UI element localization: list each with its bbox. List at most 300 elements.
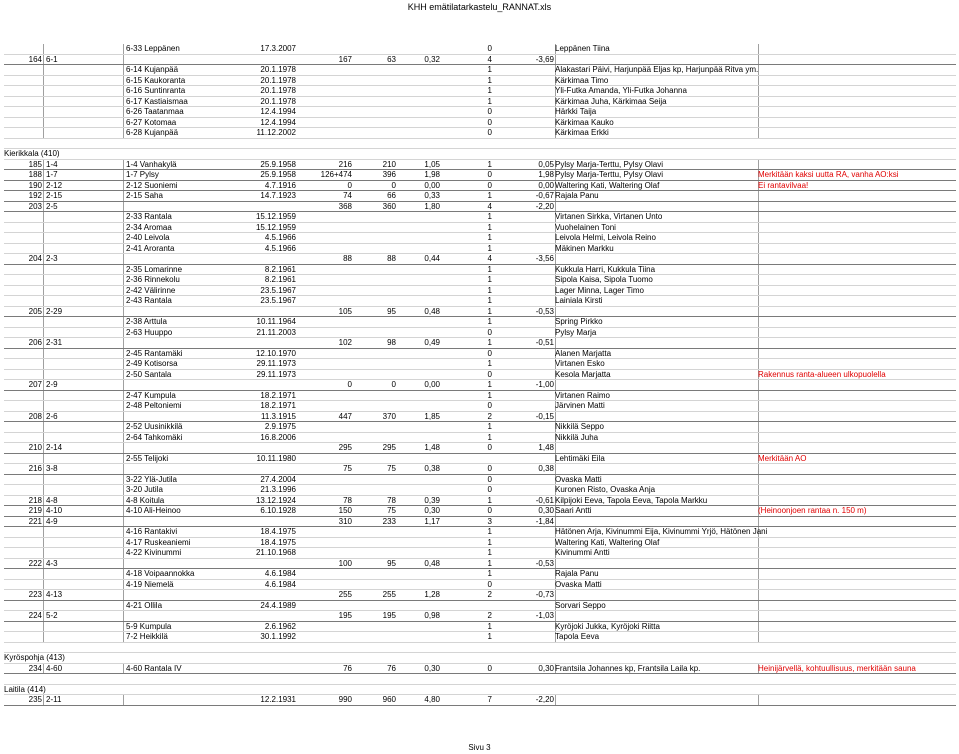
table-row	[4, 464, 956, 475]
cell-owner: Alanen Marjatta	[555, 348, 612, 358]
column-divider	[43, 349, 44, 359]
cell-b: 98	[387, 338, 396, 347]
cell-owner: Saari Antti	[555, 506, 592, 515]
cell-b: 75	[387, 464, 396, 473]
column-divider	[123, 44, 124, 54]
table-row	[4, 317, 956, 328]
column-divider	[123, 580, 124, 590]
column-divider	[758, 695, 759, 705]
column-divider	[43, 601, 44, 611]
cell-d: -3,69	[535, 54, 554, 64]
column-divider	[123, 496, 124, 506]
cell-sub: 6-27 Kotomaa	[126, 117, 177, 127]
spreadsheet-grid	[4, 44, 956, 706]
column-divider	[123, 55, 124, 65]
cell-owner: Kukkula Harri, Kukkula Tiina	[555, 264, 656, 274]
cell-code: 2-9	[46, 380, 58, 389]
column-divider	[758, 307, 759, 317]
cell-id: 216	[28, 464, 42, 473]
cell-date: 8.2.1961	[264, 275, 296, 284]
cell-sub: 4-22 Kivinummi	[126, 548, 182, 557]
column-divider	[555, 307, 556, 317]
column-divider	[43, 527, 44, 537]
column-divider	[43, 401, 44, 411]
column-divider	[758, 55, 759, 65]
cell-n: 1	[487, 338, 492, 347]
cell-owner: Kärkimaa Timo	[555, 75, 609, 85]
section-title: Kierikkala (410)	[4, 149, 60, 158]
cell-owner: Lager Minna, Lager Timo	[555, 285, 644, 295]
cell-date: 15.12.1959	[255, 212, 296, 221]
table-row	[4, 569, 956, 580]
column-divider	[43, 244, 44, 254]
cell-id: 164	[28, 54, 42, 64]
column-divider	[758, 401, 759, 411]
cell-date: 14.7.1923	[260, 191, 296, 200]
cell-owner: Kyröjoki Jukka, Kyröjoki Riitta	[555, 621, 660, 631]
cell-b: 195	[382, 611, 396, 620]
cell-n: 0	[487, 663, 492, 673]
cell-code: 2-6	[46, 411, 58, 421]
column-divider	[43, 107, 44, 117]
cell-n: 0	[487, 117, 492, 127]
column-divider	[123, 296, 124, 306]
table-row	[4, 275, 956, 286]
cell-a: 75	[343, 464, 352, 473]
cell-b: 88	[387, 254, 396, 263]
cell-code: 4-8	[46, 495, 58, 505]
section-title: Laitila (414)	[4, 684, 46, 694]
cell-sub: 2-36 Rinnekolu	[126, 275, 180, 284]
column-divider	[758, 118, 759, 128]
cell-n: 1	[487, 632, 492, 641]
column-divider	[123, 107, 124, 117]
cell-n: 1	[487, 159, 492, 169]
column-divider	[123, 664, 124, 674]
cell-sub: 2-33 Rantala	[126, 212, 172, 221]
cell-r: 0,30	[424, 663, 440, 673]
cell-code: 1-7	[46, 170, 58, 179]
section-header-row	[4, 149, 956, 160]
table-row	[4, 191, 956, 202]
cell-sub: 2-45 Rantamäki	[126, 348, 183, 358]
cell-b: 76	[387, 663, 396, 673]
cell-n: 1	[487, 548, 492, 557]
column-divider	[123, 212, 124, 222]
table-row	[4, 139, 956, 150]
cell-a: 0	[347, 380, 352, 389]
cell-a: 368	[338, 201, 352, 211]
column-divider	[123, 181, 124, 191]
cell-id: 224	[28, 611, 42, 620]
column-divider	[43, 128, 44, 138]
cell-n: 1	[487, 432, 492, 442]
cell-owner: Frantsila Johannes kp, Frantsila Laila kp.	[555, 663, 701, 673]
column-divider	[758, 286, 759, 296]
column-divider	[43, 191, 44, 201]
table-row	[4, 422, 956, 433]
cell-n: 1	[487, 296, 492, 305]
table-row	[4, 349, 956, 360]
column-divider	[43, 485, 44, 495]
column-divider	[123, 338, 124, 348]
table-row	[4, 412, 956, 423]
cell-code: 2-11	[46, 695, 62, 704]
cell-id: 218	[28, 495, 42, 505]
column-divider	[123, 485, 124, 495]
cell-n: 1	[487, 285, 492, 295]
column-divider	[758, 223, 759, 233]
section-header-row	[4, 653, 956, 664]
cell-sub: 6-26 Taatanmaa	[126, 107, 184, 116]
cell-a: 150	[338, 506, 352, 515]
cell-date: 25.9.1958	[260, 159, 296, 169]
column-divider	[758, 265, 759, 275]
cell-owner: Leppänen Tiina	[555, 44, 610, 53]
cell-r: 0,00	[424, 380, 440, 389]
column-divider	[758, 275, 759, 285]
table-row	[4, 328, 956, 339]
cell-sub: 2-12 Suoniemi	[126, 180, 178, 190]
cell-sub: 2-55 Telijoki	[126, 453, 169, 463]
column-divider	[555, 464, 556, 474]
column-divider	[555, 380, 556, 390]
cell-date: 8.2.1961	[264, 264, 296, 274]
column-divider	[758, 107, 759, 117]
cell-a: 88	[343, 254, 352, 263]
table-row	[4, 202, 956, 213]
column-divider	[123, 170, 124, 180]
column-divider	[758, 328, 759, 338]
column-divider	[758, 212, 759, 222]
cell-n: 1	[487, 527, 492, 536]
cell-b: 396	[382, 170, 396, 179]
cell-n: 0	[487, 107, 492, 116]
cell-r: 1,80	[424, 201, 440, 211]
cell-r: 0,00	[424, 180, 440, 190]
column-divider	[123, 527, 124, 537]
column-divider	[123, 254, 124, 264]
cell-r: 1,98	[424, 170, 440, 179]
cell-sub: 2-43 Rantala	[126, 296, 172, 305]
cell-d: 0,00	[538, 180, 554, 190]
cell-date: 18.2.1971	[260, 401, 296, 410]
cell-r: 0,33	[424, 191, 440, 200]
cell-sub: 2-63 Huuppo	[126, 327, 173, 337]
cell-date: 23.5.1967	[260, 296, 296, 305]
column-divider	[43, 265, 44, 275]
column-divider	[758, 160, 759, 170]
cell-owner: Kesola Marjatta	[555, 369, 611, 379]
column-divider	[758, 76, 759, 86]
cell-b: 360	[382, 201, 396, 211]
column-divider	[43, 454, 44, 464]
cell-sub: 4-17 Ruskeaniemi	[126, 537, 191, 547]
table-row	[4, 118, 956, 129]
cell-sub: 7-2 Heikkilä	[126, 632, 168, 641]
column-divider	[43, 202, 44, 212]
cell-code: 2-15	[46, 191, 63, 200]
column-divider	[758, 538, 759, 548]
column-divider	[43, 233, 44, 243]
column-divider	[43, 359, 44, 369]
column-divider	[758, 97, 759, 107]
cell-d: -2,20	[535, 695, 554, 704]
cell-n: 1	[487, 558, 492, 568]
cell-b: 75	[387, 506, 396, 515]
cell-d: 0,30	[538, 663, 554, 673]
cell-n: 0	[487, 348, 492, 358]
cell-owner: Alakastari Päivi, Harjunpää Eljas kp, Harjunpää Ritva ym.	[555, 65, 759, 74]
cell-owner: Vuohelainen Toni	[555, 222, 616, 232]
table-row	[4, 506, 956, 517]
cell-date: 29.11.1973	[256, 359, 296, 368]
cell-code: 4-10	[46, 506, 63, 515]
cell-n: 1	[487, 537, 492, 547]
cell-sub: 3-22 Ylä-Jutila	[126, 474, 177, 484]
cell-note: Merkitään kaksi uutta RA, vanha AO:ksi	[758, 170, 899, 179]
cell-sub: 1-4 Vanhakylä	[126, 159, 177, 169]
column-divider	[43, 548, 44, 558]
cell-id: 204	[28, 254, 42, 263]
column-divider	[555, 559, 556, 569]
column-divider	[123, 506, 124, 516]
table-row	[4, 485, 956, 496]
column-divider	[43, 380, 44, 390]
cell-date: 4.6.1984	[264, 569, 296, 578]
column-divider	[43, 212, 44, 222]
cell-r: 0,98	[424, 611, 440, 620]
cell-b: 255	[382, 590, 396, 599]
table-row	[4, 212, 956, 223]
table-row	[4, 160, 956, 171]
cell-r: 0,32	[424, 54, 440, 64]
cell-d: 1,98	[538, 170, 554, 179]
table-row	[4, 559, 956, 570]
column-divider	[123, 265, 124, 275]
column-divider	[123, 97, 124, 107]
column-divider	[758, 254, 759, 264]
cell-n: 1	[487, 264, 492, 274]
cell-sub: 6-33 Leppänen	[126, 44, 180, 53]
cell-code: 2-5	[46, 201, 58, 211]
cell-sub: 2-41 Aroranta	[126, 243, 175, 253]
column-divider	[758, 601, 759, 611]
cell-n: 3	[487, 516, 492, 526]
column-divider	[43, 338, 44, 348]
cell-owner: Leivola Helmi, Leivola Reino	[555, 233, 656, 242]
table-row	[4, 601, 956, 612]
column-divider	[758, 317, 759, 327]
column-divider	[758, 517, 759, 527]
cell-date: 4.5.1966	[264, 233, 296, 242]
cell-sub: 4-19 Niemelä	[126, 579, 174, 589]
table-row	[4, 286, 956, 297]
cell-n: 0	[487, 327, 492, 337]
cell-n: 1	[487, 212, 492, 221]
column-divider	[123, 464, 124, 474]
cell-d: 1,48	[538, 443, 554, 452]
column-divider	[758, 464, 759, 474]
column-divider	[123, 380, 124, 390]
column-divider	[123, 86, 124, 96]
cell-n: 1	[487, 75, 492, 85]
cell-r: 1,05	[424, 159, 440, 169]
cell-id: 208	[28, 411, 42, 421]
cell-owner: Ovaska Matti	[555, 474, 602, 484]
column-divider	[555, 202, 556, 212]
cell-a: 167	[338, 54, 352, 64]
table-row	[4, 496, 956, 507]
table-row	[4, 433, 956, 444]
cell-code: 1-4	[46, 159, 58, 169]
cell-d: 0,30	[538, 506, 554, 515]
column-divider	[43, 412, 44, 422]
cell-b: 63	[387, 54, 396, 64]
cell-id: 210	[28, 443, 42, 452]
cell-code: 6-1	[46, 54, 58, 64]
column-divider	[43, 590, 44, 600]
cell-sub: 2-50 Santala	[126, 369, 172, 379]
cell-owner: Kuronen Risto, Ovaska Anja	[555, 485, 656, 494]
table-row	[4, 695, 956, 706]
table-row	[4, 674, 956, 685]
column-divider	[43, 632, 44, 642]
cell-code: 4-13	[46, 590, 63, 599]
column-divider	[758, 632, 759, 642]
cell-n: 1	[487, 422, 492, 431]
column-divider	[43, 622, 44, 632]
cell-date: 30.1.1992	[260, 632, 296, 641]
cell-date: 21.3.1996	[260, 485, 296, 494]
table-row	[4, 611, 956, 622]
cell-a: 105	[338, 306, 352, 316]
column-divider	[123, 359, 124, 369]
column-divider	[555, 590, 556, 600]
column-divider	[123, 118, 124, 128]
cell-date: 24.4.1989	[260, 600, 296, 610]
column-divider	[123, 538, 124, 548]
cell-n: 0	[487, 443, 492, 452]
column-divider	[123, 391, 124, 401]
table-row	[4, 181, 956, 192]
cell-code: 2-31	[46, 338, 63, 347]
cell-r: 1,48	[424, 443, 440, 452]
cell-date: 6.10.1928	[260, 506, 296, 515]
column-divider	[758, 485, 759, 495]
column-divider	[123, 412, 124, 422]
cell-date: 20.1.1978	[260, 65, 296, 74]
column-divider	[43, 538, 44, 548]
column-divider	[758, 412, 759, 422]
table-row	[4, 44, 956, 55]
cell-n: 1	[487, 495, 492, 505]
cell-a: 447	[338, 411, 352, 421]
cell-n: 7	[487, 695, 492, 704]
cell-b: 66	[387, 191, 396, 200]
cell-id: 223	[28, 590, 42, 599]
cell-sub: 4-18 Voipaannokka	[126, 569, 195, 578]
cell-d: -0,73	[535, 590, 554, 599]
cell-id: 185	[28, 159, 42, 169]
cell-n: 1	[487, 306, 492, 316]
cell-n: 0	[487, 369, 492, 379]
cell-n: 2	[487, 411, 492, 421]
document-title: KHH emätilatarkastelu_RANNAT.xls	[407, 2, 552, 12]
cell-owner: Nikkilä Seppo	[555, 422, 604, 431]
cell-date: 12.4.1994	[260, 107, 296, 116]
cell-sub: 6-16 Suntinranta	[126, 86, 186, 95]
table-row	[4, 643, 956, 654]
cell-n: 1	[487, 569, 492, 578]
column-divider	[43, 223, 44, 233]
cell-b: 233	[382, 516, 396, 526]
cell-n: 1	[487, 317, 492, 326]
cell-date: 10.11.1964	[256, 317, 296, 326]
column-divider	[758, 443, 759, 453]
cell-sub: 2-15 Saha	[126, 191, 163, 200]
column-divider	[43, 76, 44, 86]
cell-id: 190	[28, 180, 42, 190]
column-divider	[43, 391, 44, 401]
column-divider	[123, 275, 124, 285]
table-row	[4, 86, 956, 97]
cell-sub: 6-17 Kastiaismaa	[126, 96, 188, 106]
column-divider	[555, 338, 556, 348]
section-title: Kyröspohja (413)	[4, 653, 65, 662]
cell-date: 27.4.2004	[260, 474, 296, 484]
cell-owner: Lehtimäki Eila	[555, 453, 605, 463]
column-divider	[43, 611, 44, 621]
column-divider	[758, 590, 759, 600]
cell-d: -0,53	[535, 558, 554, 568]
column-divider	[43, 464, 44, 474]
column-divider	[123, 695, 124, 705]
cell-d: -1,00	[535, 380, 554, 389]
cell-date: 12.2.1931	[260, 695, 296, 704]
cell-d: -3,56	[535, 254, 554, 263]
cell-owner: Virtanen Sirkka, Virtanen Unto	[555, 212, 663, 221]
column-divider	[43, 97, 44, 107]
column-divider	[43, 254, 44, 264]
column-divider	[758, 380, 759, 390]
cell-b: 960	[382, 695, 396, 704]
table-row	[4, 296, 956, 307]
column-divider	[43, 443, 44, 453]
cell-a: 76	[343, 663, 352, 673]
cell-n: 2	[487, 590, 492, 599]
cell-a: 100	[338, 558, 352, 568]
table-row	[4, 307, 956, 318]
cell-date: 20.1.1978	[260, 75, 296, 85]
cell-owner: Pylsy Marja-Terttu, Pylsy Olavi	[555, 159, 664, 169]
cell-a: 310	[338, 516, 352, 526]
cell-b: 95	[387, 306, 396, 316]
column-divider	[123, 317, 124, 327]
cell-note: Heinijärvellä, kohtuullisuus, merkitään sauna	[758, 663, 916, 673]
cell-sub: 2-48 Peltoniemi	[126, 401, 182, 410]
cell-n: 0	[487, 128, 492, 137]
cell-sub: 1-7 Pylsy	[126, 170, 159, 179]
cell-a: 78	[343, 495, 352, 505]
column-divider	[123, 233, 124, 243]
column-divider	[758, 622, 759, 632]
cell-sub: 2-47 Kumpula	[126, 390, 176, 400]
column-divider	[43, 170, 44, 180]
table-row	[4, 244, 956, 255]
table-row	[4, 128, 956, 139]
cell-date: 10.11.1980	[256, 453, 296, 463]
